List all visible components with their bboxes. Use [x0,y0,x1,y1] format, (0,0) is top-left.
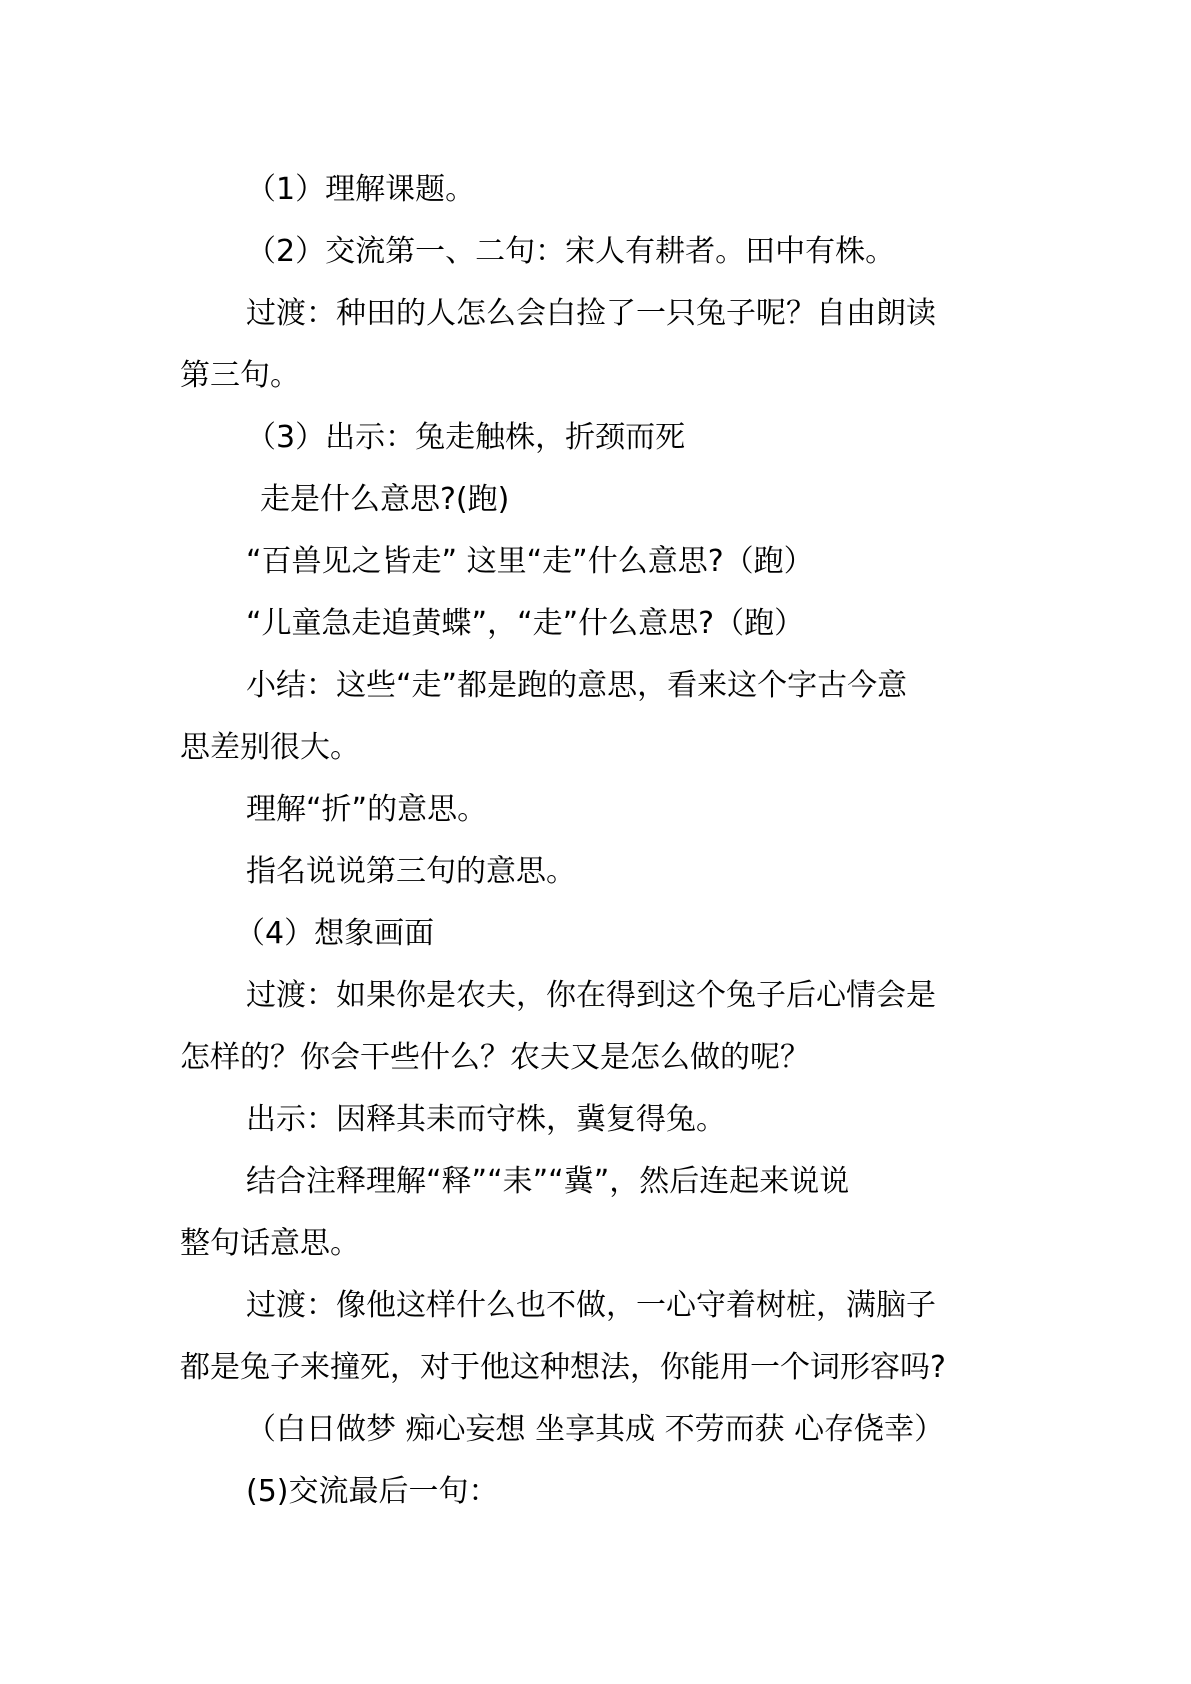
text-line: 指名说说第三句的意思。 [246,854,576,889]
text-line: 小结：这些“走”都是跑的意思，看来这个字古今意 [246,668,908,703]
text-line: “儿童急走追黄蝶”，“走”什么意思?（跑） [246,606,805,641]
text-line: 都是兔子来撞死，对于他这种想法，你能用一个词形容吗? [180,1350,946,1385]
text-line: 出示：因释其耒而守株，冀复得兔。 [246,1102,726,1137]
text-line: （白日做梦 痴心妄想 坐享其成 不劳而获 心存侥幸） [246,1412,945,1447]
text-line: 过渡：种田的人怎么会白捡了一只兔子呢？自由朗读 [246,296,936,331]
text-line: 整句话意思。 [180,1226,360,1261]
text-line: 过渡：如果你是农夫，你在得到这个兔子后心情会是 [246,978,936,1013]
text-line: 第三句。 [180,358,300,393]
text-line: (5)交流最后一句： [246,1474,499,1509]
text-line: （3）出示：兔走触株，折颈而死 [246,420,686,455]
text-line: 结合注释理解“释”“耒”“冀”，然后连起来说说 [246,1164,850,1199]
text-line: （1）理解课题。 [246,172,476,207]
text-line: 走是什么意思?(跑) [260,482,510,517]
text-line: 怎样的？你会干些什么？农夫又是怎么做的呢？ [180,1040,810,1075]
text-line: 理解“折”的意思。 [246,792,488,827]
text-line: （2）交流第一、二句：宋人有耕者。田中有株。 [246,234,896,269]
text-line: 过渡：像他这样什么也不做，一心守着树桩，满脑子 [246,1288,936,1323]
text-line: 思差别很大。 [180,730,360,765]
text-line: “百兽见之皆走” 这里“走”什么意思?（跑） [246,544,814,579]
text-line: （4）想象画面 [235,916,435,951]
